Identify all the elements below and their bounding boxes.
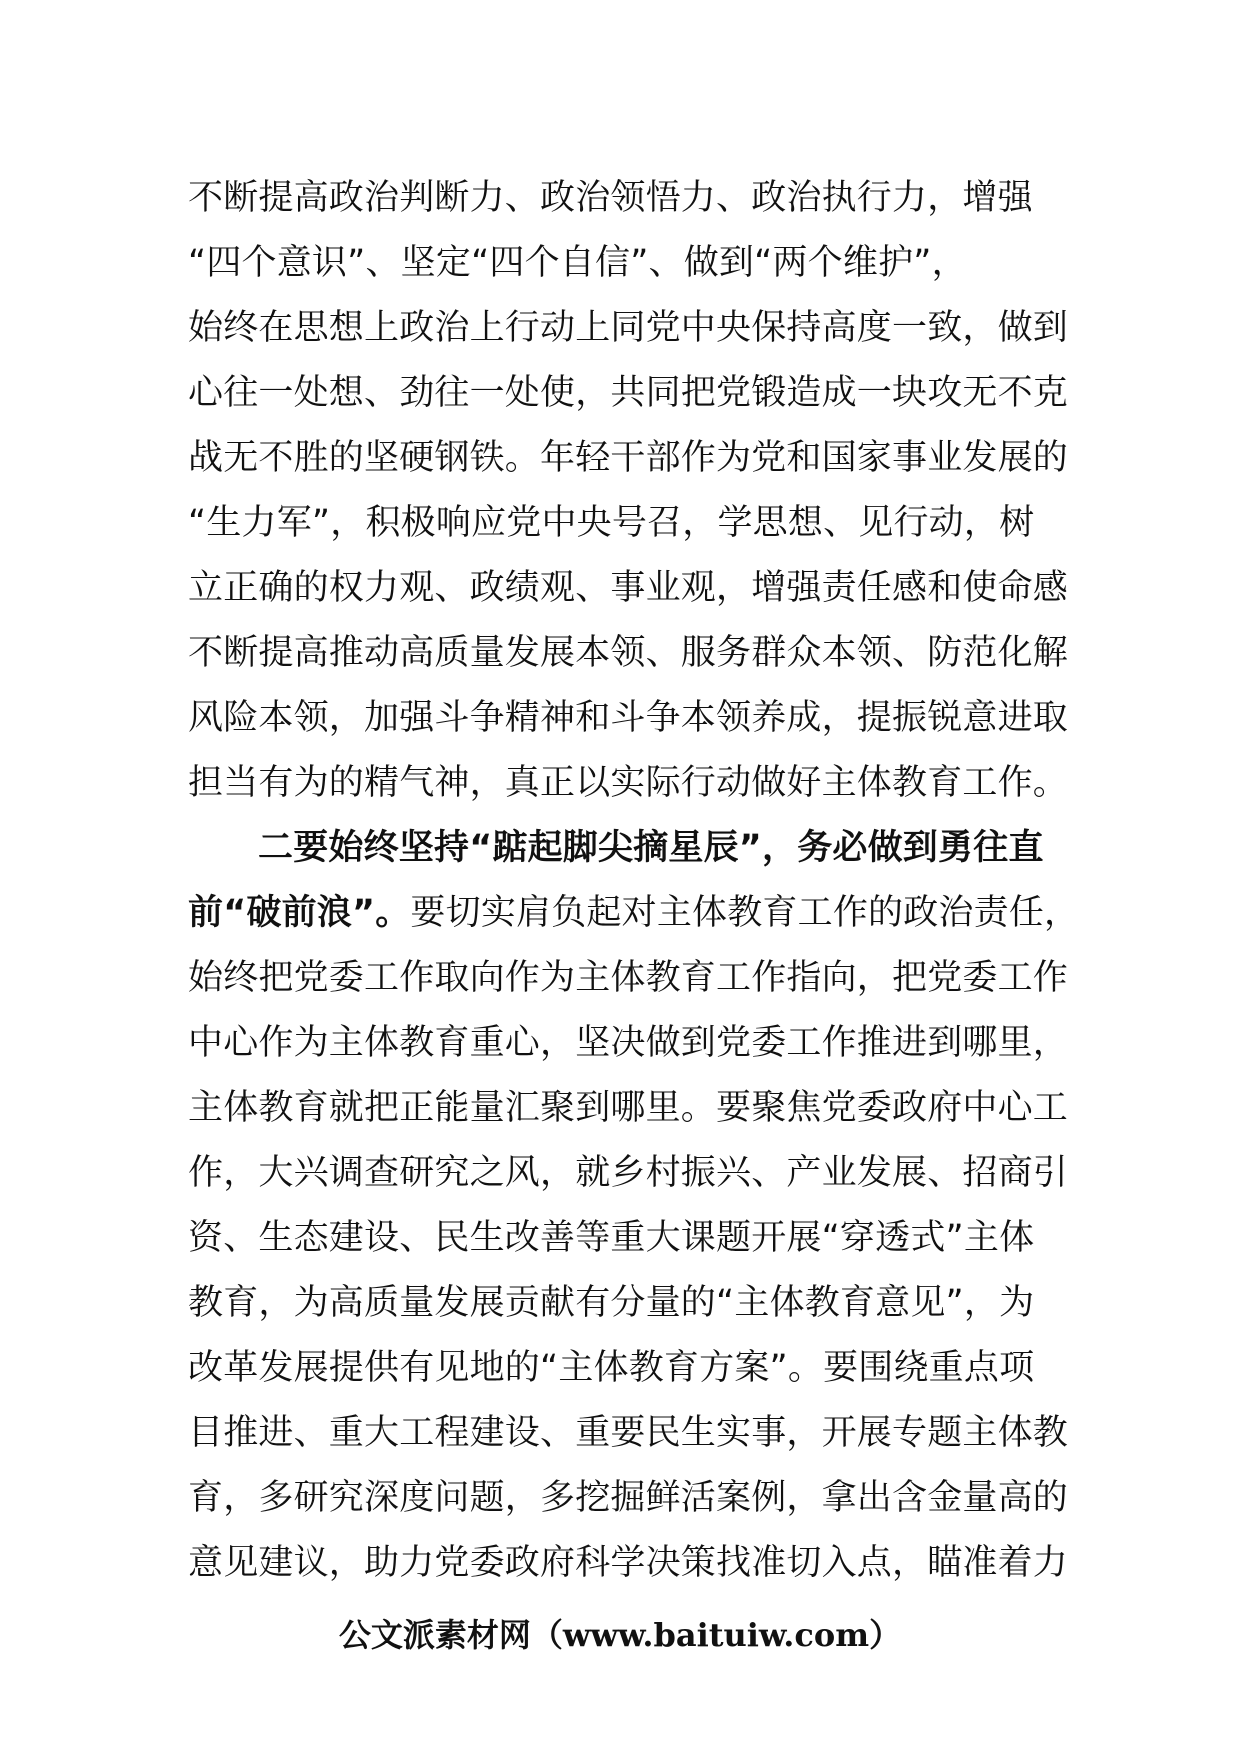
text-line: 改革发展提供有见地的“主体教育方案”。要围绕重点项 (188, 1348, 1035, 1388)
text-line: 资、生态建设、民生改善等重大课题开展“穿透式”主体 (188, 1218, 1035, 1258)
text-line: “生力军”，积极响应党中央号召，学思想、见行动，树 (188, 503, 1035, 543)
text-line: 风险本领，加强斗争精神和斗争本领养成，提振锐意进取 (188, 698, 1069, 738)
page-footer-watermark: 公文派素材网（www.baituiw.com） (338, 1616, 902, 1654)
text-span: 要切实肩负起对主体教育工作的政治责任， (410, 893, 1080, 933)
text-line: 始终在思想上政治上行动上同党中央保持高度一致，做到 (188, 308, 1069, 348)
text-line: 作，大兴调查研究之风，就乡村振兴、产业发展、招商引 (188, 1153, 1069, 1193)
text-line: 中心作为主体教育重心，坚决做到党委工作推进到哪里， (188, 1023, 1069, 1063)
text-line: 意见建议，助力党委政府科学决策找准切入点，瞄准着力 (188, 1543, 1069, 1583)
text-line: 不断提高政治判断力、政治领悟力、政治执行力，增强 (188, 178, 1033, 218)
text-line: 育，多研究深度问题，多挖掘鲜活案例，拿出含金量高的 (188, 1478, 1069, 1518)
text-line: 不断提高推动高质量发展本领、服务群众本领、防范化解 (188, 633, 1069, 673)
text-line: 立正确的权力观、政绩观、事业观，增强责任感和使命感 (188, 568, 1069, 608)
section-heading: 二要始终坚持“踮起脚尖摘星辰”，务必做到勇往直 (258, 828, 1044, 868)
text-line: 始终把党委工作取向作为主体教育工作指向，把党委工作 (188, 958, 1069, 998)
document-body (188, 166, 1080, 1596)
text-line: 主体教育就把正能量汇聚到哪里。要聚焦党委政府中心工 (188, 1088, 1069, 1128)
text-line: “四个意识”、坚定“四个自信”、做到“两个维护”， (188, 243, 967, 283)
section-heading-end: 前“破前浪”。 (188, 893, 411, 933)
text-line (188, 881, 1080, 946)
text-line: 担当有为的精气神，真正以实际行动做好主体教育工作。 (188, 763, 1069, 803)
text-line: 教育，为高质量发展贡献有分量的“主体教育意见”，为 (188, 1283, 1035, 1323)
text-line: 战无不胜的坚硬钢铁。年轻干部作为党和国家事业发展的 (188, 438, 1069, 478)
text-line: 心往一处想、劲往一处使，共同把党锻造成一块攻无不克 (188, 373, 1069, 413)
text-line: 目推进、重大工程建设、重要民生实事，开展专题主体教 (188, 1413, 1069, 1453)
